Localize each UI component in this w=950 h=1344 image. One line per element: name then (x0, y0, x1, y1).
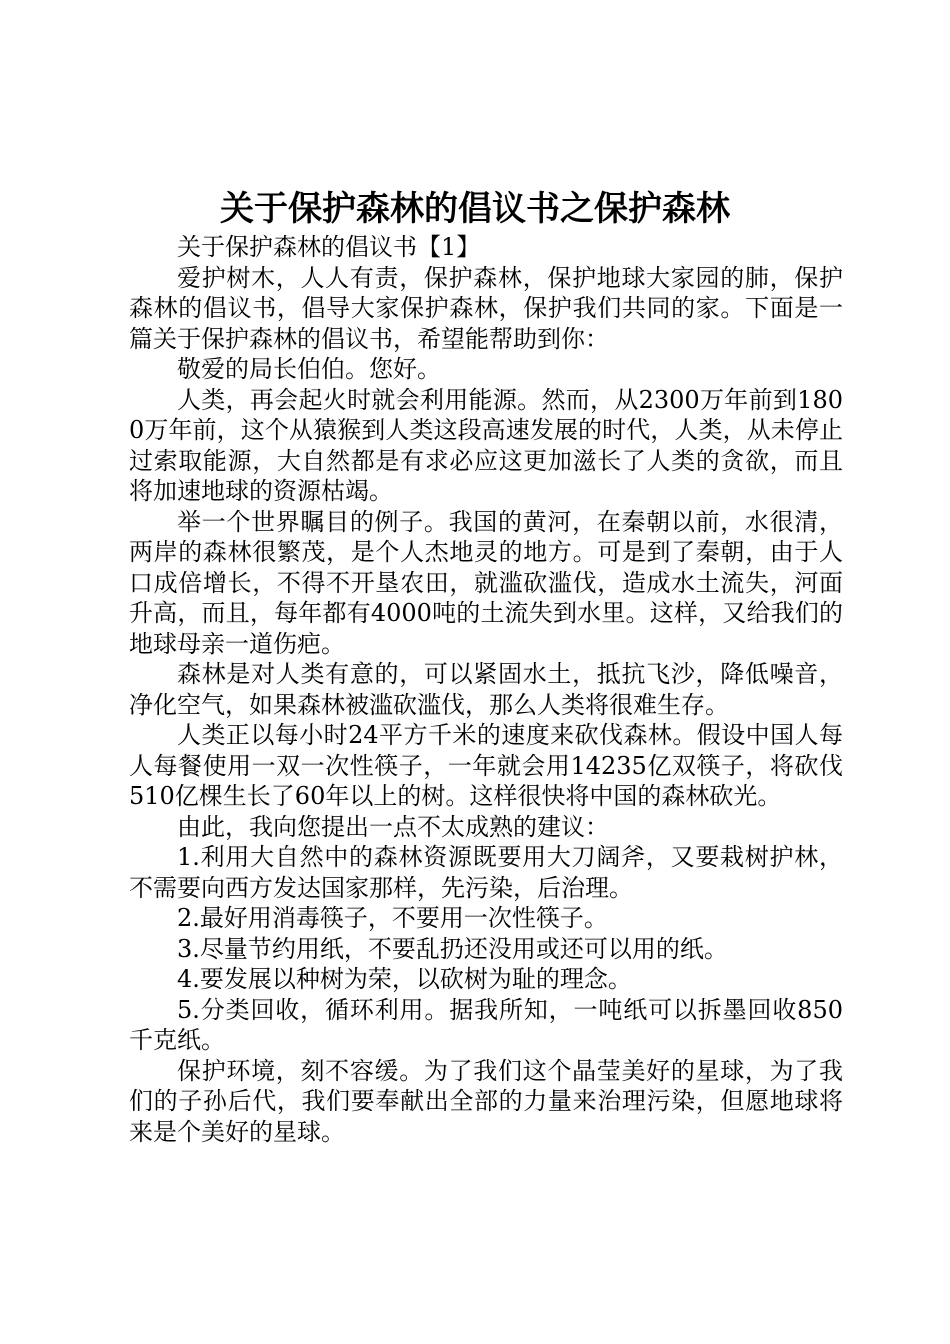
suggestion-item-2: 2.最好用消毒筷子，不要用一次性筷子。 (177, 904, 608, 932)
paragraph-energy: 人类，再会起火时就会利用能源。然而，从2300万年前到1800万年前，这个从猿猴到人类这段高速发展的时代，人类，从未停止过索取能源，大自然都是有求必应这更加滋长了人类的贪欲，而且将加速地球的资源枯竭。 (129, 385, 843, 505)
paragraph-salutation: 敬爱的局长伯伯。您好。 (177, 355, 441, 383)
document-body (129, 232, 843, 1147)
suggestion-item-3: 3.尽量节约用纸，不要乱扔还没用或还可以用的纸。 (177, 934, 728, 963)
paragraph-forest-benefits: 森林是对人类有意的，可以紧固水土，抵抗飞沙，降低噪音，净化空气，如果森林被滥砍滥伐，那么人类将很难生存。 (129, 660, 843, 719)
paragraph-heading: 关于保护森林的倡议书【1】 (177, 233, 481, 261)
paragraph-intro: 爱护树木，人人有责，保护森林，保护地球大家园的肺，保护森林的倡议书，倡导大家保护森林，保护我们共同的家。下面是一篇关于保护森林的倡议书，希望能帮助到你： (129, 263, 843, 353)
paragraph-yellow-river: 举一个世界瞩目的例子。我国的黄河，在秦朝以前，水很清，两岸的森林很繁茂，是个人杰地灵的地方。可是到了秦朝，由于人口成倍增长，不得不开垦农田，就滥砍滥伐，造成水土流失，河面升高，而且，每年都有4000吨的土流失到水里。这样，又给我们的地球母亲一道伤疤。 (129, 507, 843, 658)
paragraph-suggestions-intro: 由此，我向您提出一点不太成熟的建议： (177, 812, 609, 841)
suggestion-item-1: 1.利用大自然中的森林资源既要用大刀阔斧，又要栽树护林，不需要向西方发达国家那样，先污染，后治理。 (129, 843, 843, 902)
paragraph-conclusion: 保护环境，刻不容缓。为了我们这个晶莹美好的星球，为了我们的子孙后代，我们要奉献出全部的力量来治理污染，但愿地球将来是个美好的星球。 (129, 1056, 843, 1146)
document-title: 关于保护森林的倡议书之保护森林 (220, 189, 730, 229)
suggestion-item-4: 4.要发展以种树为荣，以砍树为耻的理念。 (177, 965, 632, 993)
paragraph-deforestation: 人类正以每小时24平方千米的速度来砍伐森林。假设中国人每人每餐使用一双一次性筷子，一年就会用14235亿双筷子，将砍伐510亿棵生长了60年以上的树。这样很快将中国的森林砍光。 (129, 721, 843, 810)
suggestion-item-5: 5.分类回收，循环利用。据我所知，一吨纸可以拆墨回收850千克纸。 (129, 995, 843, 1054)
